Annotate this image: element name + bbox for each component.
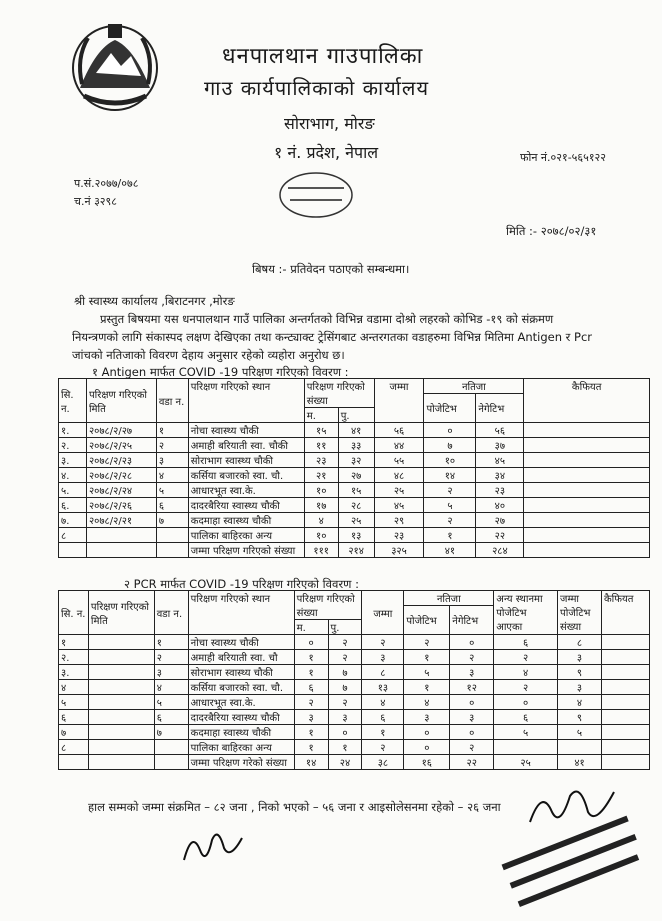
office-seal-stamp (274, 168, 358, 222)
table-cell: २ (450, 740, 494, 755)
table-cell: १२ (450, 680, 494, 695)
table-cell: २९ (374, 513, 424, 528)
table-row (59, 483, 650, 498)
table-cell (494, 740, 558, 755)
table-cell: २५ (374, 483, 424, 498)
office-name: गाउ कार्यपालिकाको कार्यालय (204, 76, 430, 100)
table-cell: अमाही बरियाती स्वा. चौकी (188, 438, 304, 453)
th-other-positive: अन्य स्थानमा पोजेटिभ आएका (494, 591, 558, 635)
table-cell: १ (404, 650, 450, 665)
th-place: परिक्षण गरिएको स्थान (188, 379, 304, 423)
table-cell: ५५ (374, 453, 424, 468)
table-cell: ३ (156, 453, 188, 468)
table-cell: ३. (59, 453, 87, 468)
table-cell: १० (424, 453, 476, 468)
table-cell: ९ (558, 710, 602, 725)
office-address: सोराभाग, मोरङ (284, 114, 375, 133)
table-cell: १ (294, 665, 328, 680)
table-cell (524, 423, 650, 438)
table-cell: अमाही बरियाती स्वा. चौ (188, 650, 294, 665)
table-row (59, 695, 650, 710)
th-female: पु. (328, 620, 362, 635)
table-cell: १५ (338, 483, 374, 498)
table-row (59, 725, 650, 740)
table-cell: २. (59, 438, 87, 453)
table-cell (524, 543, 650, 558)
th-remarks: कैफियत (602, 591, 650, 635)
table-cell: ६ (494, 635, 558, 650)
table-cell: १३ (362, 680, 404, 695)
body-line-2: नियन्त्रणको लागि संकास्पद लक्षण देखिएका तथा कन्ट्याक्ट ट्रेसिंगबाट अन्तरगतका वडाहरुमा विभिन्न मितिमा Antigen र Pcr (72, 330, 592, 344)
table-cell: ३ (154, 665, 188, 680)
table-cell (88, 695, 154, 710)
table-cell: ४ (362, 695, 404, 710)
letter-subject: बिषय :- प्रतिवेदन पठाएको सम्बन्धमा। (252, 262, 410, 276)
table-cell: २०७८/२/२४ (86, 483, 156, 498)
table-cell: ७ (59, 725, 89, 740)
table-cell: ४१ (558, 755, 602, 770)
table-cell (59, 543, 87, 558)
table-cell: ४ (494, 665, 558, 680)
th-result: नतिजा (404, 591, 494, 606)
signature-left (178, 820, 248, 870)
table-cell: २३ (476, 483, 524, 498)
antigen-table (58, 378, 650, 558)
table-cell (524, 498, 650, 513)
table-cell: पालिका बाहिरका अन्य (188, 528, 304, 543)
table-cell: १ (156, 423, 188, 438)
table-cell: १ (294, 725, 328, 740)
table-cell: ४ (404, 695, 450, 710)
table-cell (154, 740, 188, 755)
addressee: श्री स्वास्थ्य कार्यालय ,बिराटनगर ,मोरङ (74, 294, 235, 308)
table-cell: ८ (362, 665, 404, 680)
table-cell: ३. (59, 665, 89, 680)
table-cell: २ (494, 680, 558, 695)
table-cell (88, 635, 154, 650)
table-cell (602, 710, 650, 725)
table-cell: २. (59, 650, 89, 665)
table-cell: १० (304, 528, 338, 543)
table-cell: ८ (59, 528, 87, 543)
th-ward: वडा न. (156, 379, 188, 423)
table-cell: २ (154, 650, 188, 665)
th-positive: पोजेटिभ (404, 606, 450, 635)
table-cell: ६ (59, 710, 89, 725)
table-cell: पालिका बाहिरका अन्य (188, 740, 294, 755)
table-cell: १५ (304, 423, 338, 438)
th-place: परिक्षण गरिएको स्थान (188, 591, 294, 635)
table-cell: १ (362, 725, 404, 740)
th-tested: परिक्षण गरिएको संख्या (304, 379, 374, 408)
table-cell (602, 755, 650, 770)
table-cell: २ (450, 650, 494, 665)
th-tested: परिक्षण गरिएको संख्या (294, 591, 362, 620)
table1-title: १ Antigen मार्फत COVID -19 परिक्षण गरिएको विवरण : (92, 365, 349, 379)
table-cell: ० (294, 635, 328, 650)
org-name: धनपालथान गाउपालिका (222, 44, 424, 69)
table-cell: २८ (338, 498, 374, 513)
table-cell: २ (404, 635, 450, 650)
table-cell (156, 528, 188, 543)
table-cell: १ (328, 740, 362, 755)
table-cell: दादरबैरिया स्वास्थ्य चौकी (188, 710, 294, 725)
table-cell: ५ (494, 725, 558, 740)
table-cell (156, 543, 188, 558)
table-cell: ४४ (374, 438, 424, 453)
table-row (59, 468, 650, 483)
table-cell: ४८ (374, 468, 424, 483)
th-total: जम्मा (374, 379, 424, 423)
table-cell (86, 528, 156, 543)
th-positive: पोजेटिभ (424, 394, 476, 423)
table-cell: ३ (294, 710, 328, 725)
table-cell: ८ (558, 635, 602, 650)
table-cell: २२ (476, 528, 524, 543)
table-cell (88, 665, 154, 680)
table-cell: १३ (338, 528, 374, 543)
table-cell (86, 543, 156, 558)
table-cell: २०७८/२/२८ (86, 468, 156, 483)
table-cell: २ (328, 650, 362, 665)
table-cell: ५ (156, 483, 188, 498)
table-cell: ३७ (476, 438, 524, 453)
table-cell: ४ (304, 513, 338, 528)
table-cell: ३ (404, 710, 450, 725)
table-cell (88, 740, 154, 755)
table-cell: ४ (156, 468, 188, 483)
table-cell: २८४ (476, 543, 524, 558)
table-cell: ४१ (338, 423, 374, 438)
table-cell: ० (404, 740, 450, 755)
table-cell: ११ (304, 438, 338, 453)
table-cell (88, 725, 154, 740)
table-cell (524, 483, 650, 498)
table-row (59, 680, 650, 695)
table-cell: २३ (304, 453, 338, 468)
table-cell: ५. (59, 483, 87, 498)
table-row (59, 453, 650, 468)
th-male: म. (304, 408, 338, 423)
table-cell: ५ (404, 665, 450, 680)
th-remarks: कैफियत (524, 379, 650, 423)
table-cell: आधारभूत स्वा.के. (188, 483, 304, 498)
table-cell: १० (304, 483, 338, 498)
table-cell: १. (59, 423, 87, 438)
table-cell: नोचा स्वास्थ्य चौकी (188, 423, 304, 438)
table-cell: ६ (156, 498, 188, 513)
table-cell: ७ (156, 513, 188, 528)
table-cell: १११ (304, 543, 338, 558)
table-cell: १ (294, 650, 328, 665)
letter-date: मिति :- २०७८/०२/३१ (506, 224, 597, 238)
phone-number: फोन नं.०२१-५६५१२२ (520, 151, 606, 164)
table-total-row (59, 543, 650, 558)
table-row (59, 513, 650, 528)
table-cell (602, 665, 650, 680)
table-cell: ५ (558, 725, 602, 740)
table-cell: ३ (362, 650, 404, 665)
th-ward: वडा न. (154, 591, 188, 635)
table-cell (524, 468, 650, 483)
table-cell: ० (424, 423, 476, 438)
table-cell: ८ (59, 740, 89, 755)
table-cell: ५६ (374, 423, 424, 438)
table-cell: २ (362, 740, 404, 755)
th-total-positive: जम्मा पोजेटिभ संख्या (558, 591, 602, 635)
table-row (59, 650, 650, 665)
table-cell: ७ (154, 725, 188, 740)
table-cell: २ (156, 438, 188, 453)
table-cell (602, 635, 650, 650)
table-total-row (59, 755, 650, 770)
table-row (59, 710, 650, 725)
table-row (59, 740, 650, 755)
table-cell: ६ (154, 710, 188, 725)
table-cell: कदमाहा स्वास्थ्य चौकी (188, 725, 294, 740)
chalani-number: च.नं ३२९८ (74, 195, 117, 208)
table-cell: ४५ (476, 453, 524, 468)
table-row (59, 438, 650, 453)
table-cell (88, 680, 154, 695)
table-cell: आधारभूत स्वा.के. (188, 695, 294, 710)
table-cell: कर्सिया बजारको स्वा. चौ. (188, 680, 294, 695)
table-cell: १ (404, 680, 450, 695)
footer-summary: हाल सम्मको जम्मा संक्रमित – ८२ जना , निको भएको – ५६ जना र आइसोलेसनमा रहेको – २६ जना (88, 800, 501, 814)
table-cell: ५ (154, 695, 188, 710)
table-cell: ४१ (424, 543, 476, 558)
table-cell: २७ (338, 468, 374, 483)
table-cell: २३ (374, 528, 424, 543)
table-cell: ७ (424, 438, 476, 453)
table-cell: कर्सिया बजारको स्वा. चौ. (188, 468, 304, 483)
table-row (59, 635, 650, 650)
table-cell: २१ (304, 468, 338, 483)
table-cell: सोराभाग स्वास्थ्य चौकी (188, 453, 304, 468)
th-negative: नेगेटिभ (476, 394, 524, 423)
nepal-emblem-logo (66, 18, 164, 114)
th-result: नतिजा (424, 379, 524, 394)
table-cell: ३२ (338, 453, 374, 468)
table-cell: ० (328, 725, 362, 740)
table-cell: सोराभाग स्वास्थ्य चौकी (188, 665, 294, 680)
table-cell: ४ (59, 680, 89, 695)
table-cell: २०७८/२/२१ (86, 513, 156, 528)
table-cell (524, 453, 650, 468)
table-cell: ४५ (374, 498, 424, 513)
table-cell: जम्मा परिक्षण गरेको संख्या (188, 755, 294, 770)
table-cell: ९ (558, 665, 602, 680)
table-cell: २ (424, 513, 476, 528)
table-cell (524, 513, 650, 528)
table-row (59, 665, 650, 680)
table-cell: १७ (304, 498, 338, 513)
table-cell (524, 528, 650, 543)
table-cell: २५ (338, 513, 374, 528)
table-cell: ४ (558, 695, 602, 710)
table-cell (558, 740, 602, 755)
table-cell: २५ (494, 755, 558, 770)
th-total: जम्मा (362, 591, 404, 635)
th-female: पु. (338, 408, 374, 423)
table-cell: २०७८/२/२७ (86, 423, 156, 438)
table-cell: २०७८/२/२५ (86, 438, 156, 453)
table-cell (154, 755, 188, 770)
table-cell: ५ (59, 695, 89, 710)
table-cell: ३ (328, 710, 362, 725)
table-cell: ३ (558, 650, 602, 665)
th-sn: सि. न. (59, 379, 87, 423)
ps-number: प.सं.२०७७/०७८ (74, 177, 139, 190)
table-cell: २२ (450, 755, 494, 770)
table-cell (88, 650, 154, 665)
table-cell: १६ (404, 755, 450, 770)
province-country: १ नं. प्रदेश, नेपाल (274, 143, 379, 162)
table-cell: ३ (450, 665, 494, 680)
th-date: परिक्षण गरिएको मिति (88, 591, 154, 635)
table-cell: ३४ (476, 468, 524, 483)
table-cell: ० (404, 725, 450, 740)
table-cell: १ (59, 635, 89, 650)
table-cell: २०७८/२/२३ (86, 453, 156, 468)
table-row (59, 528, 650, 543)
th-sn: सि. न. (59, 591, 89, 635)
th-negative: नेगेटिभ (450, 606, 494, 635)
table-cell: २१४ (338, 543, 374, 558)
table-cell: ३३ (338, 438, 374, 453)
table-cell (602, 680, 650, 695)
table-cell: ६ (494, 710, 558, 725)
table2-title: २ PCR मार्फत COVID -19 परिक्षण गरिएको विवरण : (124, 577, 359, 591)
table-cell: २ (424, 483, 476, 498)
table-cell: ६ (294, 680, 328, 695)
table-cell: ३ (450, 710, 494, 725)
table-cell (602, 650, 650, 665)
table-cell: ० (450, 635, 494, 650)
table-cell: ६ (362, 710, 404, 725)
table-cell: २४ (328, 755, 362, 770)
table-cell: ६. (59, 498, 87, 513)
table-cell: २ (328, 635, 362, 650)
table-cell: ३ (558, 680, 602, 695)
body-line-1: प्रस्तुत बिषयमा यस धनपालथान गाउँ पालिका अन्तर्गतको विभिन्न वडामा दोश्रो लहरको कोभिड -१९ को संक्रमण (100, 312, 554, 326)
table-cell (602, 695, 650, 710)
table-cell: ४ (154, 680, 188, 695)
table-cell: २७ (476, 513, 524, 528)
table-cell: ० (450, 695, 494, 710)
table-cell: ३२५ (374, 543, 424, 558)
table-cell: २ (294, 695, 328, 710)
table-cell: ३८ (362, 755, 404, 770)
table-cell: ४० (476, 498, 524, 513)
table-cell: १ (154, 635, 188, 650)
table-cell (524, 438, 650, 453)
table-cell: ० (450, 725, 494, 740)
table-cell: २ (328, 695, 362, 710)
table-cell: २०७८/२/२६ (86, 498, 156, 513)
table-cell (602, 725, 650, 740)
table-cell: २ (362, 635, 404, 650)
pcr-table (58, 590, 650, 770)
table-cell: १ (294, 740, 328, 755)
body-line-3: जांचको नतिजाको विवरण देहाय अनुसार रहेको व्यहोरा अनुरोध छ। (72, 348, 345, 362)
table-cell: ४. (59, 468, 87, 483)
table-cell (88, 710, 154, 725)
table-row (59, 498, 650, 513)
th-date: परिक्षण गरिएको मिति (86, 379, 156, 423)
table-cell: ७. (59, 513, 87, 528)
th-male: म. (294, 620, 328, 635)
table-cell: दादरबैरिया स्वास्थ्य चौकी (188, 498, 304, 513)
table-cell (88, 755, 154, 770)
table-cell: कदमाहा स्वास्थ्य चौकी (188, 513, 304, 528)
table-cell: २ (494, 650, 558, 665)
table-cell (59, 755, 89, 770)
table-cell: १ (424, 528, 476, 543)
table-cell: ७ (328, 680, 362, 695)
table-cell (602, 740, 650, 755)
table-cell: जम्मा परिक्षण गरिएको संख्या (188, 543, 304, 558)
table-cell: ७ (328, 665, 362, 680)
table-cell: ० (494, 695, 558, 710)
table-cell: १४ (424, 468, 476, 483)
table-row (59, 423, 650, 438)
table-cell: ५ (424, 498, 476, 513)
table-cell: नोचा स्वास्थ्य चौकी (188, 635, 294, 650)
table-cell: १४ (294, 755, 328, 770)
table-cell: ५६ (476, 423, 524, 438)
